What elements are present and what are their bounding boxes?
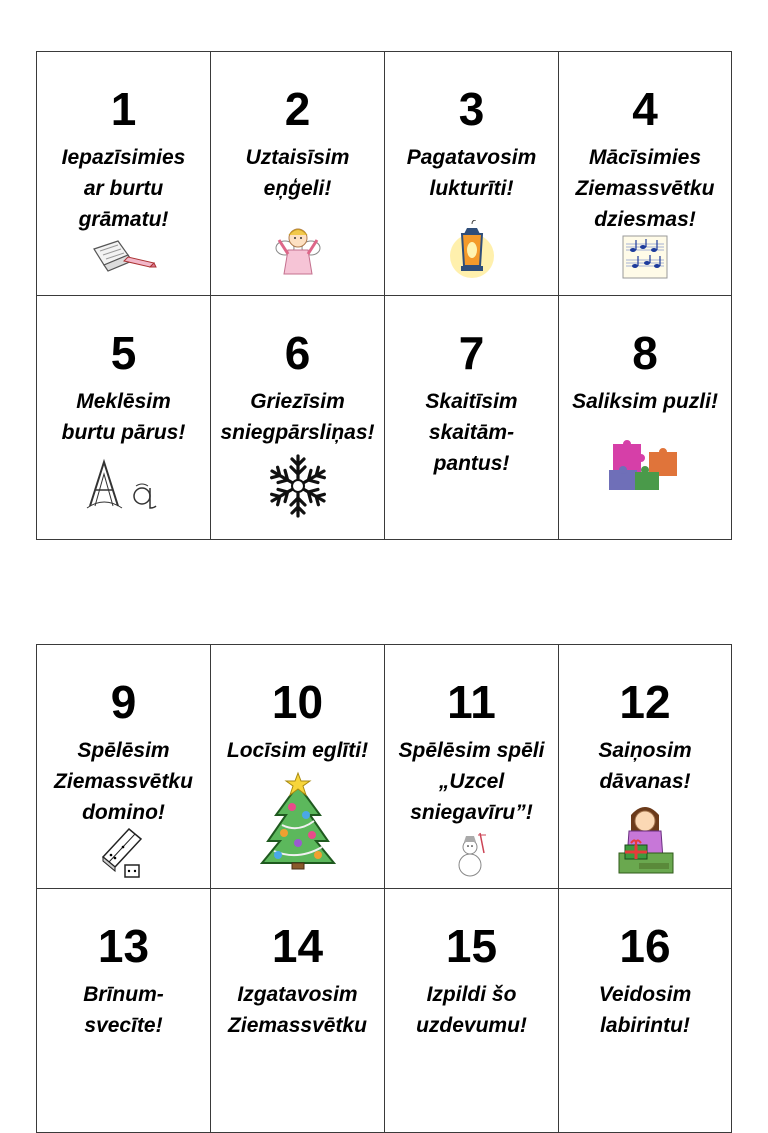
card-caption: Pagatavosim lukturīti! [406, 146, 537, 200]
card-caption: Mācīsimies Ziemassvētku dziesmas! [575, 146, 715, 231]
card-number: 5 [110, 327, 137, 379]
card-number: 4 [632, 83, 658, 135]
card-number: 14 [271, 920, 324, 972]
card-caption: Spēlēsim spēli „Uzcel sniegavīru”! [398, 739, 545, 824]
card-10 [211, 645, 385, 889]
card-number: 6 [284, 327, 311, 379]
card-16 [559, 889, 732, 1133]
card-12 [559, 645, 732, 889]
card-2 [211, 52, 385, 296]
snowman-icon [452, 831, 492, 879]
sheet-music-icon [621, 234, 669, 280]
card-5 [37, 296, 211, 540]
card-9 [37, 645, 211, 889]
card-number: 16 [619, 920, 671, 972]
lantern-icon [444, 220, 500, 282]
card-number: 12 [619, 676, 671, 728]
card-caption: Izpildi šo uzdevumu! [416, 983, 527, 1037]
card-number: 8 [632, 327, 658, 379]
card-number: 9 [110, 676, 137, 728]
card-number: 13 [97, 920, 150, 972]
card-number: 11 [447, 676, 496, 728]
card-caption: Brīnum- svecīte! [83, 983, 164, 1037]
christmas-tree-icon [258, 771, 338, 871]
card-caption: Spēlēsim Ziemassvētku domino! [54, 739, 193, 824]
card-number: 2 [284, 83, 311, 135]
snowflake-icon [264, 452, 332, 520]
advent-table-top [36, 51, 732, 540]
puzzle-icon [605, 436, 685, 494]
girl-wrapping-gift-icon [615, 801, 675, 879]
card-14 [211, 889, 385, 1133]
card-13 [37, 889, 211, 1133]
card-7 [385, 296, 559, 540]
card-number: 7 [458, 327, 485, 379]
card-11 [385, 645, 559, 889]
card-caption: Locīsim eglīti! [226, 739, 369, 762]
card-caption: Meklēsim burtu pārus! [61, 390, 186, 444]
card-caption: Saliksim puzli! [572, 390, 718, 413]
card-caption: Saiņosim dāvanas! [598, 739, 692, 793]
advent-table-bottom [36, 644, 732, 1133]
card-caption: Skaitīsim skaitām- pantus! [425, 390, 518, 475]
domino-icon [99, 825, 149, 881]
card-6 [211, 296, 385, 540]
card-3 [385, 52, 559, 296]
card-caption: Griezīsim sniegpārsliņas! [220, 390, 375, 444]
card-caption: Uztaisīsim eņģeli! [245, 146, 350, 200]
card-4 [559, 52, 732, 296]
card-number: 3 [458, 83, 485, 135]
card-15 [385, 889, 559, 1133]
angel-icon [274, 222, 322, 280]
letters-aa-icon [84, 456, 164, 512]
card-1 [37, 52, 211, 296]
card-caption: Veidosim labirintu! [598, 983, 692, 1037]
card-number: 1 [110, 83, 137, 135]
book-pencil-icon [88, 235, 160, 275]
card-caption: Izgatavosim Ziemassvētku [228, 983, 367, 1037]
card-caption: Iepazīsimies ar burtu grāmatu! [61, 146, 186, 231]
card-8 [559, 296, 732, 540]
card-number: 15 [445, 920, 498, 972]
card-number: 10 [271, 676, 324, 728]
